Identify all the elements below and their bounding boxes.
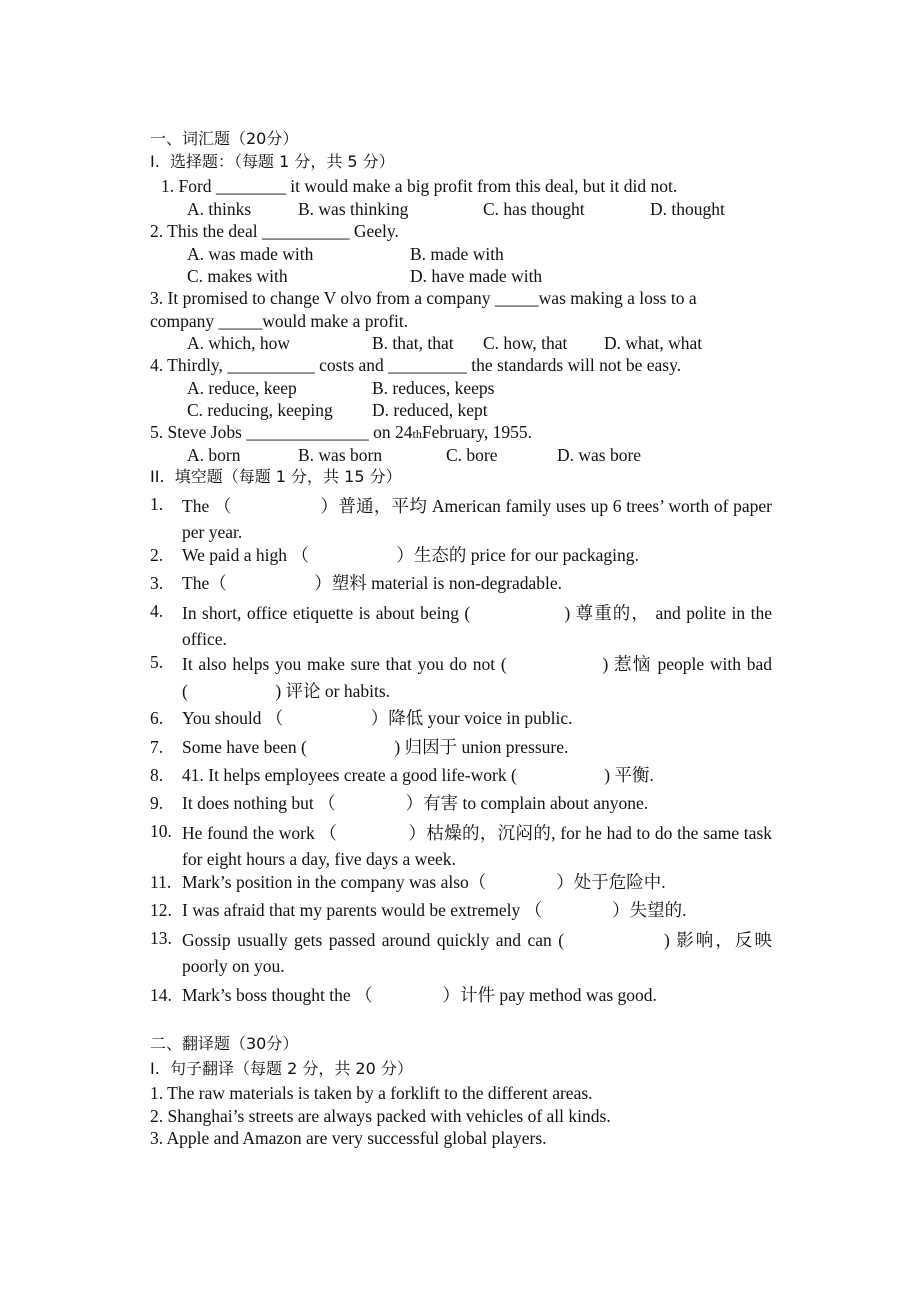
translation-sentence: 2. Shanghai’s streets are always packed with vehicles of all kinds. <box>150 1106 611 1126</box>
item-number: 11. <box>150 872 172 892</box>
item-number: 13. <box>150 928 172 948</box>
item-number: 9. <box>150 793 164 813</box>
fill-blank-item: You should （ ）降低 your voice in public. <box>182 708 573 728</box>
item-number: 2. <box>150 545 164 565</box>
option: B. that, that <box>372 333 454 353</box>
question-stem-cont: company _____would make a profit. <box>150 311 409 331</box>
fill-blank-item: It also helps you make sure that you do not ( ) 惹恼 people with bad ( ) 评论 or habits. <box>182 654 772 701</box>
translation-sentence: 3. Apple and Amazon are very successful global players. <box>150 1128 547 1148</box>
option: A. was made with <box>187 244 314 264</box>
item-number: 12. <box>150 900 172 920</box>
fill-blank-item: We paid a high （ ）生态的 price for our packaging. <box>182 545 639 565</box>
option: C. how, that <box>483 333 568 353</box>
fill-blank-item: He found the work （ ）枯燥的，沉闷的, for he had to do the same task for eight hours a day, five days a week. <box>182 823 772 869</box>
option: C. reducing, keeping <box>187 400 333 420</box>
ordinal-suffix: th <box>412 427 422 441</box>
option: C. bore <box>446 445 498 465</box>
fill-blank-item: In short, office etiquette is about being ( ) 尊重的， and polite in the office. <box>182 603 772 649</box>
item-number: 10. <box>150 821 172 841</box>
option: D. reduced, kept <box>372 400 488 420</box>
part-heading: II. 填空题（每题 1 分，共 15 分） <box>150 467 402 486</box>
option: D. have made with <box>410 266 543 286</box>
fill-blank-item: 41. It helps employees create a good life-work ( ) 平衡. <box>182 765 654 785</box>
option: C. has thought <box>483 199 585 219</box>
question-stem: 3. It promised to change V olvo from a company _____was making a loss to a <box>150 288 697 308</box>
option: A. thinks <box>187 199 252 219</box>
translation-sentence: 1. The raw materials is taken by a forklift to the different areas. <box>150 1083 593 1103</box>
fill-blank-item: The （ ）普通，平均 American family uses up 6 trees’ worth of paper per year. <box>182 496 772 542</box>
section-title: 二、翻译题（30分） <box>150 1034 299 1053</box>
part-heading: I. 句子翻译（每题 2 分，共 20 分） <box>150 1059 413 1078</box>
part-heading: I. 选择题：（每题 1 分，共 5 分） <box>150 152 395 171</box>
option: D. thought <box>650 199 725 219</box>
fill-blank-item: The（ ）塑料 material is non-degradable. <box>182 573 563 593</box>
fill-blank-item: Mark’s boss thought the （ ）计件 pay method was good. <box>182 985 657 1005</box>
option: A. born <box>187 445 241 465</box>
item-number: 4. <box>150 601 164 621</box>
option: A. which, how <box>187 333 291 353</box>
fill-blank-item: It does nothing but （ ）有害 to complain about anyone. <box>182 793 649 813</box>
item-number: 14. <box>150 985 172 1005</box>
option: C. makes with <box>187 266 288 286</box>
fill-blank-item: Gossip usually gets passed around quickly and can ( ) 影响，反映 poorly on you. <box>182 930 772 976</box>
fill-blank-item: Mark’s position in the company was also（ ）处于危险中. <box>182 872 666 892</box>
question-stem: 1. Ford ________ it would make a big profit from this deal, but it did not. <box>161 176 678 196</box>
item-number: 8. <box>150 765 164 785</box>
item-number: 5. <box>150 652 164 672</box>
option: B. made with <box>410 244 504 264</box>
question-stem: 4. Thirdly, __________ costs and _________ the standards will not be easy. <box>150 355 682 375</box>
option: B. was born <box>298 445 383 465</box>
item-number: 1. <box>150 494 164 514</box>
section-title: 一、词汇题（20分） <box>150 129 299 148</box>
item-number: 7. <box>150 737 164 757</box>
option: D. was bore <box>557 445 642 465</box>
item-number: 6. <box>150 708 164 728</box>
fill-blank-item: Some have been ( ) 归因于 union pressure. <box>182 737 569 757</box>
item-number: 3. <box>150 573 164 593</box>
question-stem: 2. This the deal __________ Geely. <box>150 221 399 241</box>
option: B. reduces, keeps <box>372 378 495 398</box>
option: B. was thinking <box>298 199 409 219</box>
option: D. what, what <box>604 333 703 353</box>
option: A. reduce, keep <box>187 378 297 398</box>
fill-blank-item: I was afraid that my parents would be extremely （ ）失望的. <box>182 900 687 920</box>
question-stem: 5. Steve Jobs ______________ on 24thFebruary, 1955. <box>150 422 533 442</box>
